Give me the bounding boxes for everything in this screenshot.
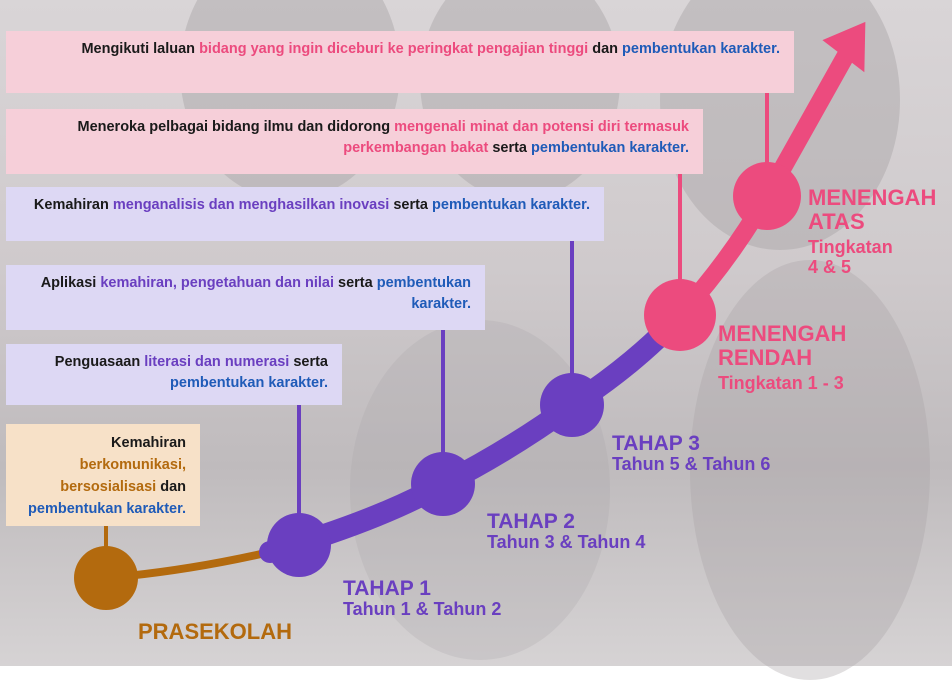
stage-label-menengah-atas: [808, 186, 936, 278]
node-tahap2: [411, 452, 475, 516]
stage-label-menengah-rendah: [718, 322, 846, 394]
stage-subtitle-line2: 4 & 5: [808, 257, 852, 278]
stage-subtitle: Tahun 3 & Tahun 4: [487, 532, 646, 553]
stage-title: PRASEKOLAH: [138, 619, 293, 644]
desc-segment: berkomunikasi, bersosialisasi: [60, 457, 186, 495]
desc-segment: serta: [289, 354, 328, 370]
desc-text: [41, 275, 471, 312]
stage-title-line1: MENENGAH: [718, 321, 847, 346]
desc-segment: serta: [488, 140, 532, 156]
desc-text: [34, 197, 590, 213]
desc-segment: Aplikasi: [40, 275, 101, 291]
desc-segment: menganalisis dan menghasilkan inovasi: [112, 197, 390, 213]
description-box-tahap2: [6, 265, 485, 330]
node-menengah-atas: [733, 162, 801, 230]
stage-subtitle: Tingkatan 1 - 3: [718, 373, 844, 394]
desc-segment: dan: [588, 41, 623, 57]
stage-title-line2: ATAS: [808, 209, 865, 235]
desc-text: [55, 354, 328, 391]
description-box-tahap1: [6, 344, 342, 405]
desc-text: [28, 435, 186, 517]
node-tahap1: [267, 513, 331, 577]
node-menengah-rendah: [644, 279, 716, 351]
stage-subtitle-line1: Tingkatan: [808, 237, 893, 258]
description-box-prasekolah: [6, 424, 200, 526]
stage-title-line2: RENDAH: [718, 345, 813, 371]
desc-segment: pembentukan karakter.: [622, 41, 780, 57]
stage-label-tahap3: [612, 432, 770, 475]
desc-segment: pembentukan karakter.: [531, 140, 689, 156]
desc-segment: Mengikuti laluan: [81, 41, 200, 57]
desc-segment: pembentukan karakter.: [28, 501, 186, 517]
node-prasekolah: [74, 546, 138, 610]
node-tahap3: [540, 373, 604, 437]
description-box-tahap3: [6, 187, 604, 241]
stage-subtitle: Tahun 5 & Tahun 6: [612, 454, 771, 475]
stage-title: TAHAP 3: [612, 432, 700, 455]
desc-segment: serta: [389, 197, 433, 213]
desc-segment: serta: [334, 275, 377, 291]
desc-text: [81, 41, 780, 57]
desc-segment: mengenali minat dan potensi diri termasuk perkembangan bakat: [343, 119, 689, 156]
desc-segment: Penguasaan: [54, 354, 145, 370]
desc-segment: pembentukan karakter.: [376, 275, 471, 312]
stage-subtitle: Tahun 1 & Tahun 2: [343, 599, 502, 620]
desc-segment: literasi dan numerasi: [144, 354, 290, 370]
desc-segment: kemahiran, pengetahuan dan nilai: [100, 275, 334, 291]
desc-segment: Kemahiran: [111, 435, 186, 451]
desc-segment: Meneroka pelbagai bidang ilmu dan didorong: [77, 119, 395, 135]
desc-text: [77, 119, 689, 156]
desc-segment: pembentukan karakter.: [432, 197, 590, 213]
stage-label-prasekolah: [138, 620, 292, 644]
stage-title: TAHAP 2: [487, 510, 575, 533]
stage-label-tahap2: [487, 510, 645, 553]
description-box-menengah-atas: [6, 31, 794, 93]
desc-segment: Kemahiran: [33, 197, 113, 213]
desc-segment: bidang yang ingin diceburi ke peringkat pengajian tinggi: [199, 41, 589, 57]
description-box-menengah-rendah: [6, 109, 703, 174]
stage-title: TAHAP 1: [343, 577, 431, 600]
stage-title-line1: MENENGAH: [808, 185, 937, 210]
desc-segment: dan: [156, 479, 186, 495]
stage-label-tahap1: [343, 577, 501, 620]
desc-segment: pembentukan karakter.: [170, 375, 328, 391]
